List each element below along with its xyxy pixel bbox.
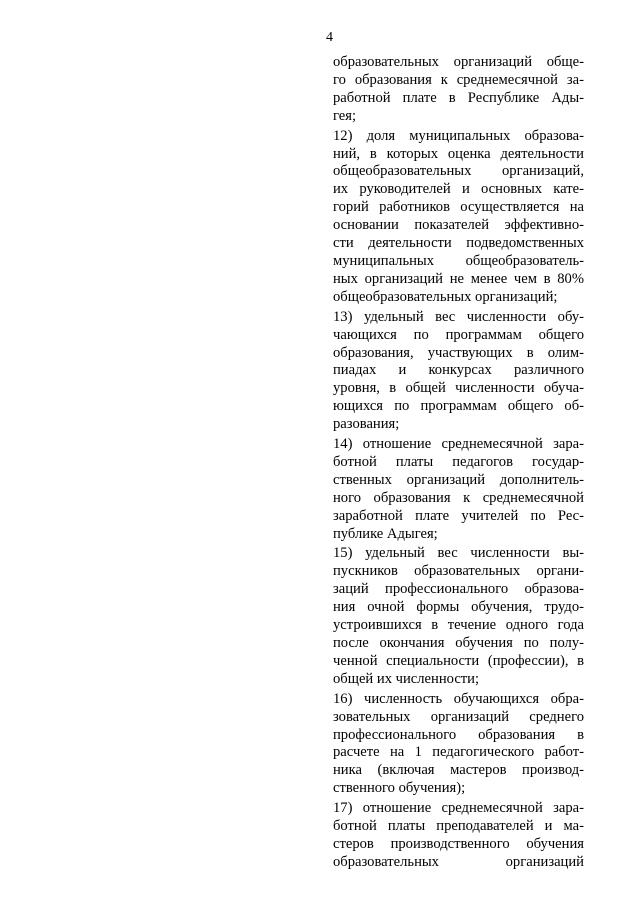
- text-line: ственных организаций дополнитель-: [333, 471, 584, 488]
- text-line: ющихся по программам общего об-: [333, 398, 584, 415]
- text-line: заработной плате учителей по Рес-: [333, 507, 584, 524]
- text-line: муниципальных общеобразователь-: [333, 252, 584, 269]
- text-line: разования;: [333, 416, 400, 433]
- paragraph: [333, 436, 584, 543]
- text-line: заций профессионального образова-: [333, 581, 584, 598]
- text-line: 15) удельный вес численности вы-: [333, 545, 584, 562]
- text-line: профессионального образования в: [333, 726, 584, 743]
- text-line: общей их численности;: [333, 670, 480, 687]
- text-line: ственного обучения);: [333, 780, 466, 797]
- paragraph: [333, 309, 584, 434]
- text-line: ботной платы преподавателей и ма-: [333, 818, 584, 835]
- text-line: основании показателей эффективно-: [333, 217, 584, 234]
- text-line: го образования к среднемесячной за-: [333, 71, 584, 88]
- text-line: 13) удельный вес численности обу-: [333, 308, 584, 325]
- paragraph: [333, 128, 584, 307]
- paragraph: [333, 800, 584, 872]
- text-line: после окончания обучения по полу-: [333, 635, 584, 651]
- text-line: 12) доля муниципальных образова-: [333, 127, 584, 144]
- text-line: 14) отношение среднемесячной зара-: [333, 436, 584, 453]
- text-line: зовательных организаций среднего: [333, 708, 584, 725]
- text-line: расчете на 1 педагогического работ-: [333, 744, 584, 761]
- text-column: [333, 54, 584, 874]
- text-line: 16) численность обучающихся обра-: [333, 690, 584, 707]
- text-line: общеобразовательных организаций;: [333, 288, 558, 305]
- paragraph: [333, 545, 584, 688]
- text-line: образования, участвующих в олим-: [333, 344, 584, 361]
- text-line: общеобразовательных организаций,: [333, 163, 584, 180]
- text-line: ченной специальности (профессии), в: [333, 652, 584, 669]
- text-line: гея;: [333, 107, 357, 124]
- text-line: ных организаций не менее чем в 80%: [333, 270, 584, 287]
- paragraph: [333, 54, 584, 126]
- text-line: образовательных организаций обще-: [333, 54, 584, 70]
- text-line: горий работников осуществляется на: [333, 199, 584, 216]
- text-line: уровня, в общей численности обуча-: [333, 380, 584, 397]
- text-line: ного образования к среднемесячной: [333, 489, 584, 506]
- text-line: публике Адыгея;: [333, 525, 438, 542]
- text-line: ния очной формы обучения, трудо-: [333, 599, 584, 616]
- text-line: образовательных организаций: [333, 853, 584, 870]
- text-line: 17) отношение среднемесячной зара-: [333, 800, 584, 817]
- text-line: ний, в которых оценка деятельности: [333, 145, 584, 162]
- text-line: пиадах и конкурсах различного: [333, 362, 584, 379]
- text-line: чающихся по программам общего: [333, 326, 584, 343]
- text-line: пускников образовательных органи-: [333, 563, 584, 580]
- text-line: ботной платы педагогов государ-: [333, 453, 584, 470]
- text-line: сти деятельности подведомственных: [333, 235, 584, 252]
- paragraph: [333, 691, 584, 798]
- text-line: ника (включая мастеров производ-: [333, 762, 584, 779]
- text-line: работной плате в Республике Ады-: [333, 89, 584, 106]
- text-line: их руководителей и основных кате-: [333, 181, 584, 198]
- page-number: 4: [326, 30, 333, 45]
- text-line: стеров производственного обучения: [333, 835, 584, 852]
- text-line: устроившихся в течение одного года: [333, 617, 584, 634]
